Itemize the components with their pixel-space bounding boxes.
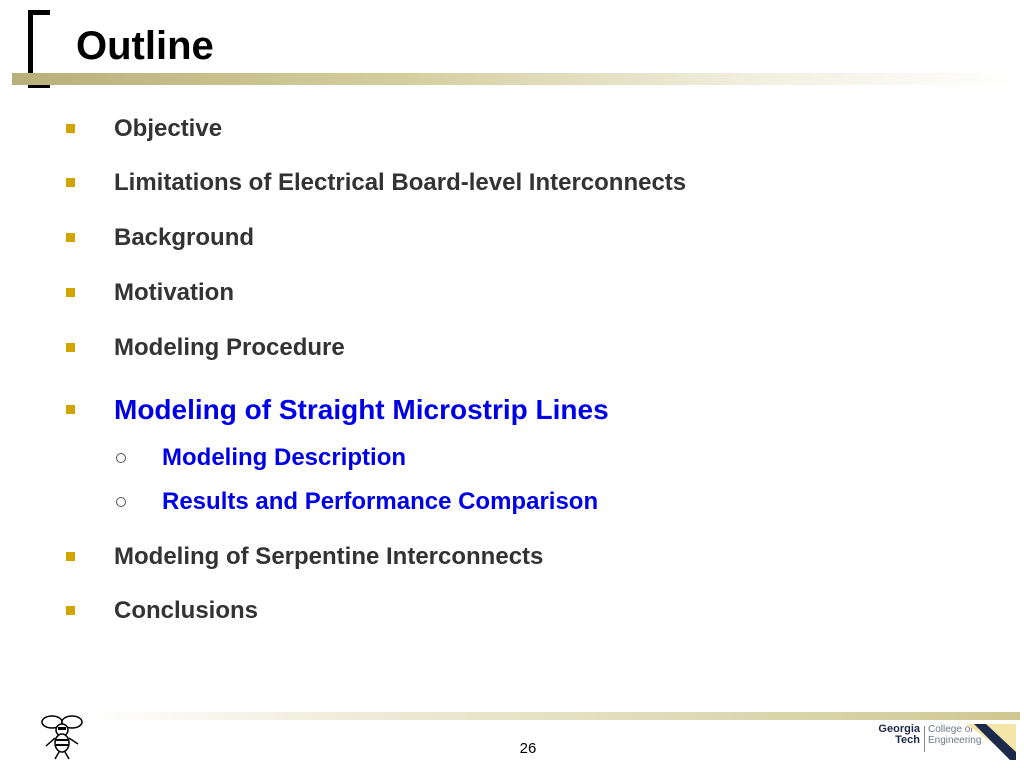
outline-item-conclusions	[66, 596, 259, 624]
outline-subitem-label: Results and Performance Comparison	[162, 488, 599, 515]
square-bullet-icon	[66, 124, 75, 133]
title-underline-bar	[12, 73, 1020, 85]
square-bullet-icon	[66, 552, 75, 561]
logo-divider	[924, 726, 925, 752]
outline-item-label: Modeling of Serpentine Interconnects	[114, 542, 544, 570]
outline-item-label: Conclusions	[114, 596, 259, 624]
footer-divider-bar	[82, 712, 1020, 720]
outline-item-motivation	[66, 278, 234, 306]
outline-item-label: Limitations of Electrical Board-level Interconnects	[114, 168, 687, 196]
logo-line-college-of: College of	[928, 724, 974, 735]
logo-line-engineering: Engineering	[928, 735, 982, 746]
outline-item-modeling-procedure	[66, 333, 345, 361]
square-bullet-icon	[66, 405, 75, 414]
logo-wordmark	[876, 724, 920, 746]
outline-subitem-results-comparison	[116, 488, 599, 515]
square-bullet-icon	[66, 343, 75, 352]
outline-item-label: Background	[114, 223, 255, 251]
circle-bullet-icon	[116, 453, 126, 463]
circle-bullet-icon	[116, 497, 126, 507]
outline-item-objective	[66, 114, 223, 142]
georgia-tech-logo	[876, 724, 1016, 760]
page-number: 26	[519, 740, 537, 757]
outline-item-straight-microstrip	[66, 393, 609, 425]
outline-item-limitations	[66, 168, 687, 196]
outline-item-label-highlighted: Modeling of Straight Microstrip Lines	[114, 393, 609, 425]
logo-line-tech: Tech	[895, 734, 920, 746]
outline-subitem-label: Modeling Description	[162, 444, 407, 471]
square-bullet-icon	[66, 178, 75, 187]
outline-item-background	[66, 223, 255, 251]
square-bullet-icon	[66, 233, 75, 242]
outline-item-serpentine	[66, 542, 544, 570]
square-bullet-icon	[66, 606, 75, 615]
square-bullet-icon	[66, 288, 75, 297]
outline-item-label: Motivation	[114, 278, 234, 306]
logo-line-georgia: Georgia	[878, 723, 920, 735]
logo-corner-graphic-icon	[966, 724, 1016, 760]
slide-title: Outline	[76, 24, 214, 68]
outline-subitem-modeling-description	[116, 444, 407, 471]
outline-item-label: Modeling Procedure	[114, 333, 345, 361]
outline-item-label: Objective	[114, 114, 223, 142]
